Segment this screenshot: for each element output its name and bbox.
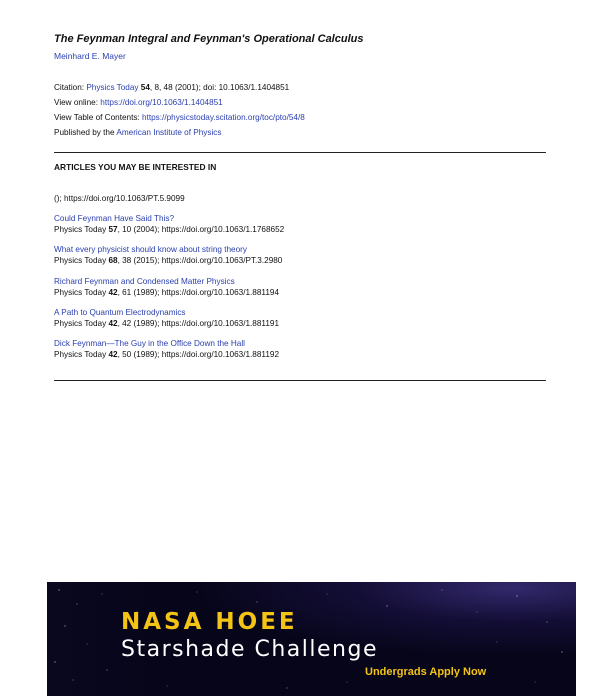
related-item: [54, 338, 279, 360]
toc-label: View Table of Contents:: [54, 113, 140, 122]
toc-link[interactable]: https://physicstoday.scitation.org/toc/pto/54/8: [142, 113, 305, 122]
related-volume: 57: [108, 225, 118, 234]
related-item: [54, 244, 282, 266]
related-citation: [54, 318, 279, 329]
view-online-line: [54, 98, 223, 108]
related-item: [54, 307, 279, 329]
related-title-link[interactable]: Could Feynman Have Said This?: [54, 214, 174, 223]
published-label: Published by the: [54, 128, 115, 137]
related-citation-rest: , 10 (2004); https://doi.org/10.1063/1.1768652: [117, 225, 285, 234]
related-item: [54, 276, 279, 298]
related-citation-rest: (); https://doi.org/10.1063/PT.5.9099: [54, 194, 185, 203]
view-online-link[interactable]: https://doi.org/10.1063/1.1404851: [100, 98, 223, 107]
related-journal: Physics Today: [54, 256, 107, 265]
citation-line: [54, 83, 289, 93]
related-citation: [54, 224, 284, 235]
related-citation-rest: , 61 (1989); https://doi.org/10.1063/1.881194: [117, 288, 280, 297]
related-volume: 42: [108, 319, 118, 328]
related-articles-heading: ARTICLES YOU MAY BE INTERESTED IN: [54, 162, 217, 172]
publisher-line: [54, 128, 222, 138]
related-title-link[interactable]: Dick Feynman—The Guy in the Office Down the Hall: [54, 339, 245, 348]
banner-headline: NASA HOEE: [121, 609, 298, 635]
related-volume: 68: [108, 256, 118, 265]
related-citation: [54, 255, 282, 266]
article-title: The Feynman Integral and Feynman's Operational Calculus: [54, 33, 364, 45]
related-journal: Physics Today: [54, 288, 107, 297]
citation-rest: , 8, 48 (2001); doi: 10.1063/1.1404851: [149, 83, 290, 92]
citation-label: Citation:: [54, 83, 85, 92]
related-item: [54, 193, 185, 204]
related-journal: Physics Today: [54, 350, 107, 359]
divider-bottom: [54, 380, 546, 381]
related-citation-rest: , 50 (1989); https://doi.org/10.1063/1.881192: [117, 350, 280, 359]
related-volume: 42: [108, 350, 118, 359]
citation-volume: 54: [140, 83, 150, 92]
citation-journal-link[interactable]: Physics Today: [86, 83, 139, 92]
related-journal: Physics Today: [54, 225, 107, 234]
related-citation-rest: , 38 (2015); https://doi.org/10.1063/PT.3.2980: [117, 256, 283, 265]
related-journal: Physics Today: [54, 319, 107, 328]
related-citation: [54, 349, 279, 360]
related-title-link[interactable]: A Path to Quantum Electrodynamics: [54, 308, 186, 317]
advertisement-banner[interactable]: [47, 582, 576, 696]
banner-cta: Undergrads Apply Now: [365, 666, 487, 678]
related-title-link[interactable]: What every physicist should know about string theory: [54, 245, 247, 254]
related-volume: 42: [108, 288, 118, 297]
publisher-link[interactable]: American Institute of Physics: [116, 128, 222, 137]
author-link[interactable]: Meinhard E. Mayer: [54, 51, 126, 61]
divider-top: [54, 152, 546, 153]
related-citation-rest: , 42 (1989); https://doi.org/10.1063/1.881191: [117, 319, 280, 328]
related-citation: [54, 287, 279, 298]
toc-line: [54, 113, 305, 123]
banner-subheadline: Starshade Challenge: [121, 637, 378, 662]
related-citation: [54, 193, 185, 204]
view-online-label: View online:: [54, 98, 98, 107]
related-title-link[interactable]: Richard Feynman and Condensed Matter Physics: [54, 277, 235, 286]
related-item: [54, 213, 284, 235]
